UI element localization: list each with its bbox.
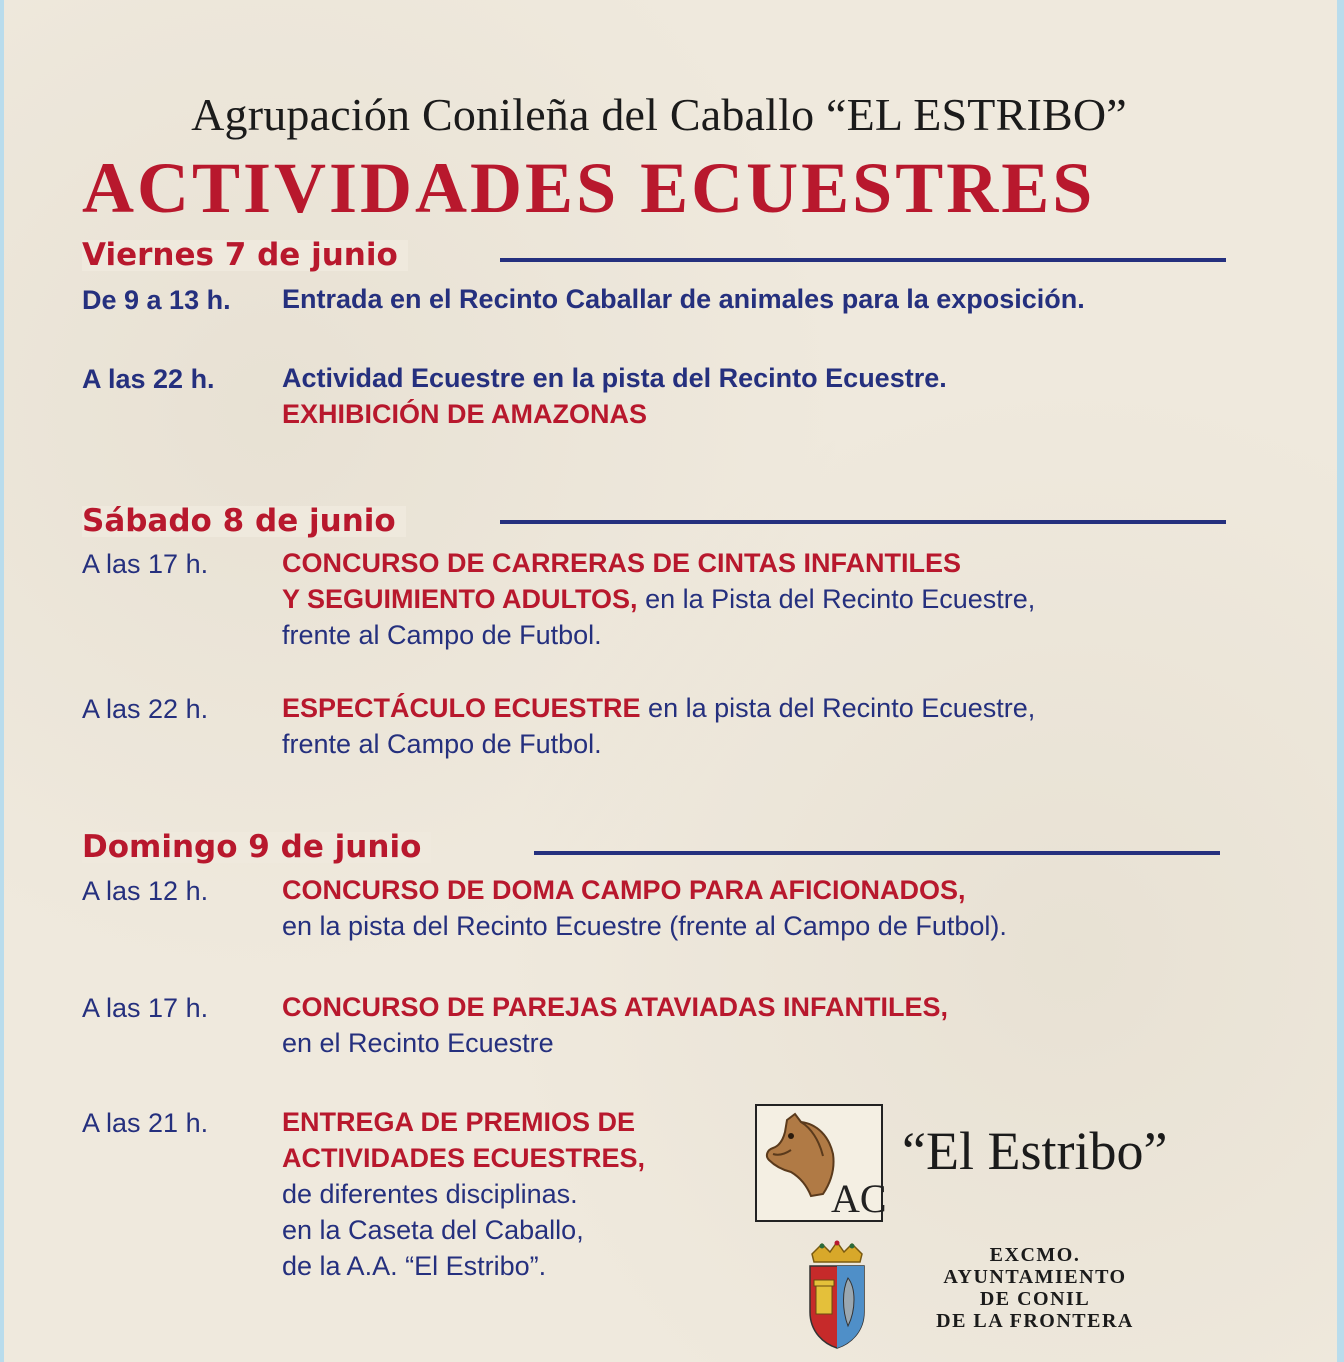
event-line [282,1140,645,1176]
event-highlight: EXHIBICIÓN DE AMAZONAS [282,399,648,429]
council-line: EXCMO. [989,1244,1081,1266]
event-description [282,281,1085,317]
event-line [282,989,948,1025]
event-line [282,1104,645,1140]
poster [4,0,1337,1362]
event-time: A las 17 h. [82,549,209,579]
event-time: A las 12 h. [82,876,209,906]
event-line [282,1176,645,1212]
day-heading: Viernes 7 de junio [82,240,408,271]
event-description [282,1104,645,1284]
event-line [282,690,1035,726]
day-divider [534,851,1220,855]
event-line [282,908,1007,944]
event-time: De 9 a 13 h. [82,285,231,315]
coat-of-arms-icon [802,1240,872,1350]
event-line [282,872,1007,908]
horse-head-icon [757,1106,887,1221]
event-time: A las 22 h. [82,694,209,724]
day-heading: Domingo 9 de junio [82,832,431,863]
event-description [282,545,1035,653]
page-subtitle: ACTIVIDADES ECUESTRES [82,148,1096,228]
event-time: A las 21 h. [82,1108,209,1138]
event-text: en la Pista del Recinto Ecuestre, [637,584,1036,614]
event-line [282,1212,645,1248]
logo-monogram: AC [831,1176,887,1221]
event-highlight: CONCURSO DE PAREJAS ATAVIADAS INFANTILES, [282,992,949,1022]
event-description [282,872,1007,944]
event-line [282,617,1035,653]
event-highlight: CONCURSO DE DOMA CAMPO PARA AFICIONADOS, [282,875,966,905]
event-line [282,1248,645,1284]
event-highlight: ESPECTÁCULO ECUESTRE [282,693,641,723]
day-divider [500,258,1226,262]
page-title: Agrupación Conileña del Caballo “EL ESTRIBO” [191,89,1127,140]
event-text: Actividad Ecuestre en la pista del Recinto Ecuestre. [282,363,947,393]
event-text: Entrada en el Recinto Caballar de animales para la exposición. [282,284,1085,314]
event-time: A las 17 h. [82,993,209,1023]
event-line [282,726,1035,762]
estribo-logo [755,1104,887,1222]
event-highlight: ACTIVIDADES ECUESTRES, [282,1143,646,1173]
event-line [282,281,1085,317]
event-text: en el Recinto Ecuestre [282,1028,554,1058]
council-line: AYUNTAMIENTO [943,1266,1127,1288]
event-text: de diferentes disciplinas. [282,1179,578,1209]
event-highlight: Y SEGUIMIENTO ADULTOS, [282,584,638,614]
event-text: de la A.A. “El Estribo”. [282,1251,547,1281]
event-highlight: CONCURSO DE CARRERAS DE CINTAS INFANTILES [282,548,962,578]
event-description [282,989,948,1061]
event-highlight: ENTREGA DE PREMIOS DE [282,1107,636,1137]
council-line: DE LA FRONTERA [936,1310,1134,1332]
day-heading: Sábado 8 de junio [82,506,406,537]
event-line [282,545,1035,581]
event-line [282,581,1035,617]
event-text: frente al Campo de Futbol. [282,729,602,759]
event-line [282,396,947,432]
estribo-name: “El Estribo” [902,1121,1168,1181]
council-line: DE CONIL [979,1288,1091,1310]
event-text: en la pista del Recinto Ecuestre, [640,693,1036,723]
council-name [900,1244,1170,1332]
event-description [282,690,1035,762]
event-text: frente al Campo de Futbol. [282,620,602,650]
event-text: en la pista del Recinto Ecuestre (frente al Campo de Futbol). [282,911,1007,941]
event-time: A las 22 h. [82,364,215,394]
day-divider [500,520,1226,524]
event-line [282,1025,948,1061]
event-text: en la Caseta del Caballo, [282,1215,584,1245]
event-line [282,360,947,396]
event-description [282,360,947,432]
